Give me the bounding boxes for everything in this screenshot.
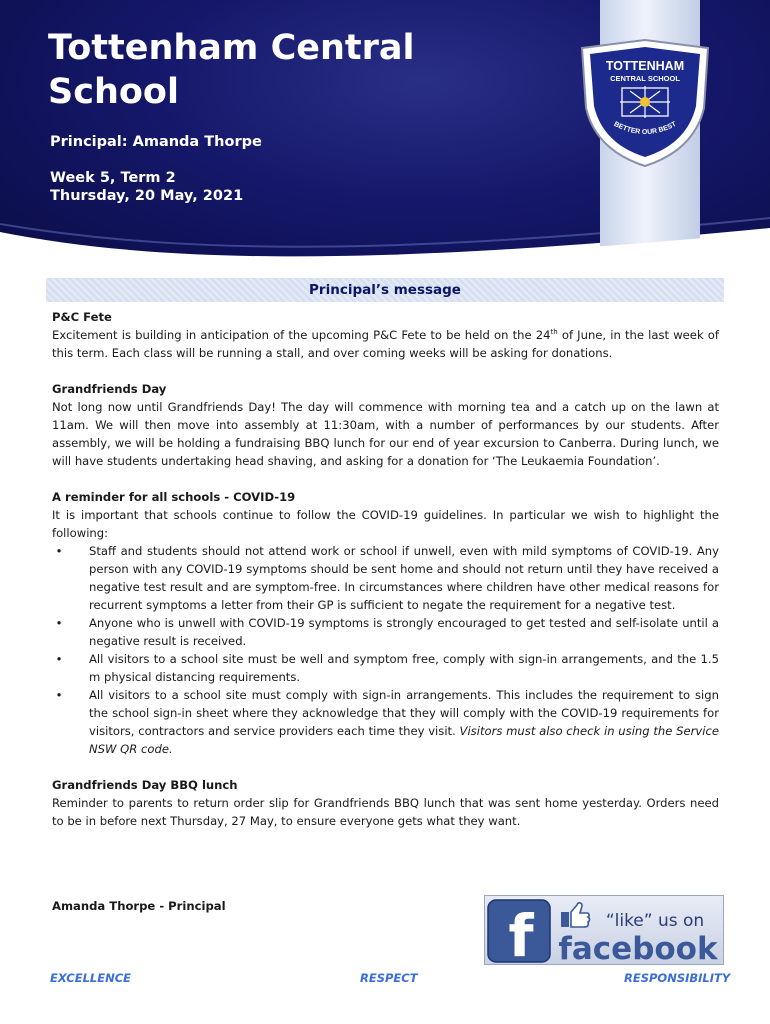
- covid-intro: It is important that schools continue to follow the COVID-19 guidelines. In particular we wish to highlight the following:: [52, 508, 719, 540]
- facebook-badge-graphic: [485, 896, 725, 966]
- bullet-icon: •: [55, 544, 63, 558]
- bullet-icon: •: [55, 688, 63, 702]
- svg-text:TOTTENHAM: TOTTENHAM: [605, 59, 685, 73]
- svg-text:BETTER OUR BEST: BETTER OUR BEST: [612, 120, 678, 137]
- svg-text:CENTRAL SCHOOL: CENTRAL SCHOOL: [610, 74, 680, 83]
- section-title: Principal’s message: [309, 282, 461, 298]
- newsletter-date: Thursday, 20 May, 2021: [50, 188, 244, 204]
- facebook-like-badge[interactable]: [484, 895, 724, 965]
- week-term: Week 5, Term 2: [50, 170, 176, 186]
- school-crest-logo: [578, 38, 712, 168]
- bbq-paragraph: Reminder to parents to return order slip for Grandfriends BBQ lunch that was sent home yesterday. Orders need to be in before next Thursday, 27 May, to ensure everyone gets what they want.: [52, 796, 719, 828]
- svg-text:f: f: [508, 902, 534, 966]
- bbq-heading: Grandfriends Day BBQ lunch: [52, 778, 238, 792]
- school-name: Tottenham Central School: [48, 28, 415, 112]
- thumbs-up-icon: [561, 903, 590, 927]
- signoff: Amanda Thorpe - Principal: [52, 899, 226, 913]
- svg-text:facebook: facebook: [558, 931, 718, 966]
- covid-heading: A reminder for all schools - COVID-19: [52, 490, 296, 504]
- section-header-principals-message: [46, 278, 724, 302]
- newsletter-body: [52, 308, 719, 830]
- header-banner: [0, 0, 770, 272]
- list-item: • All visitors to a school site must be well and symptom free, comply with sign-in arrangements, and the 1.5 m physical distancing requirements.: [55, 652, 719, 684]
- qr-code-note: Visitors must also check in using the Service NSW QR code.: [89, 724, 719, 756]
- bullet-icon: •: [55, 616, 63, 630]
- covid-bullet-list: [52, 542, 719, 758]
- list-item: • Anyone who is unwell with COVID-19 symptoms is strongly encouraged to get tested and self-isolate until a negative result is received.: [55, 616, 719, 648]
- list-item: • All visitors to a school site must comply with sign-in arrangements. This includes the requirement to sign the school sign-in sheet where they acknowledge that they will comply with the COVID-19 requirements for visitors, contractors and service providers each time they visit. Visitors must also check in using the Service NSW QR code.: [55, 688, 719, 756]
- footer-value-excellence: EXCELLENCE: [50, 971, 132, 985]
- fete-heading: P&C Fete: [52, 310, 112, 324]
- grandfriends-paragraph: Not long now until Grandfriends Day! The day will commence with morning tea and a catch up on the lawn at 11am. We will then move into assembly at 11:30am, with a number of performances by our students. After assembly, we will be holding a fundraising BBQ lunch for our end of year excursion to Canberra. During lunch, we will have students undertaking head shaving, and asking for a donation for ‘The Leukaemia Foundation’.: [52, 400, 719, 468]
- principal-name: Principal: Amanda Thorpe: [50, 134, 262, 150]
- footer-value-respect: RESPECT: [360, 971, 418, 985]
- svg-text:“like” us on: “like” us on: [605, 911, 705, 931]
- footer-value-responsibility: RESPONSIBILITY: [624, 971, 731, 985]
- bullet-icon: •: [55, 652, 63, 666]
- fete-paragraph: Excitement is building in anticipation of the upcoming P&C Fete to be held on the 24th of June, in the last week of this term. Each class will be running a stall, and over coming weeks will be asking for donations.: [52, 328, 719, 360]
- list-item: • Staff and students should not attend work or school if unwell, even with mild symptoms of COVID-19. Any person with any COVID-19 symptoms should be sent home and should not return until they have received a negative test result and are symptom-free. In circumstances where children have other medical reasons for recurrent symptoms a letter from their GP is sufficient to negate the requirement for a negative test.: [55, 544, 719, 612]
- grandfriends-heading: Grandfriends Day: [52, 382, 167, 396]
